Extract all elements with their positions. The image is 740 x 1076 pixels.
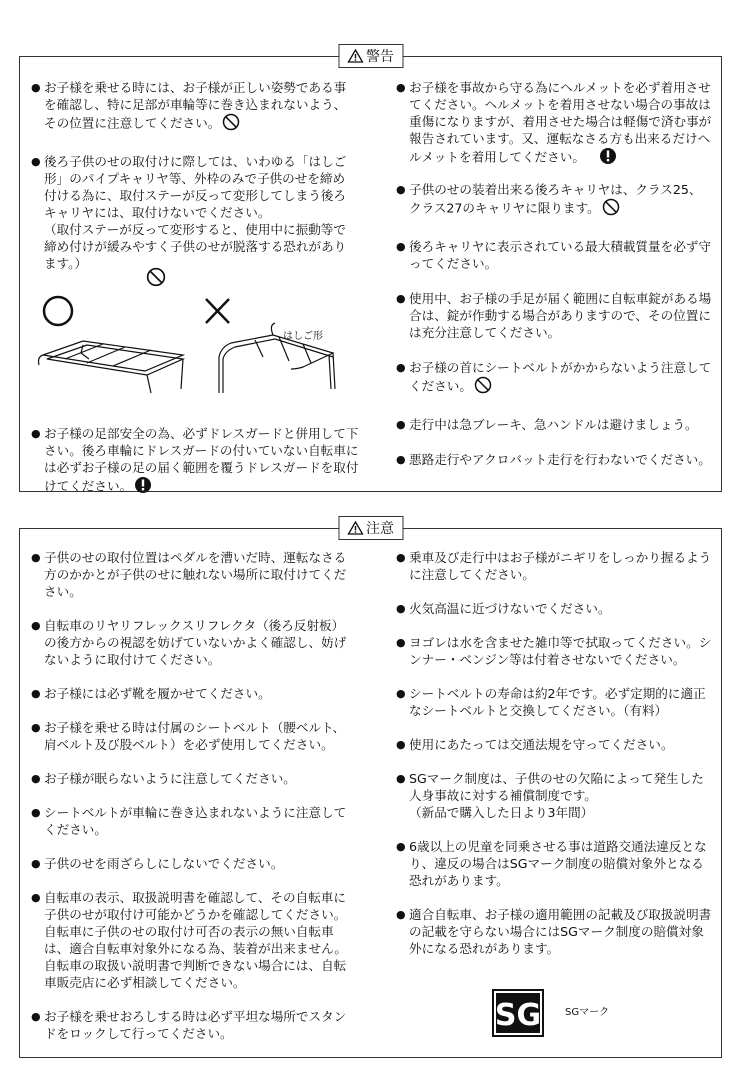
sg-mark-logo: [490, 987, 546, 1043]
list-item: ● 子供のせを雨ざらしにしないでください。: [33, 855, 350, 872]
warning-box: [19, 49, 722, 494]
list-item: ● 使用にあたっては交通法規を守ってください。: [398, 736, 713, 753]
list-item: ● SGマーク制度は、子供のせの欠陥によって発生した人身事故に対する補償制度です。 （新品で購入した日より3年間）: [398, 770, 713, 821]
sg-logo-text: SG: [494, 998, 542, 1033]
warning-title: [338, 44, 403, 68]
list-item: ● シートベルトの寿命は約2年です。必ず定期的に適正なシートベルトと交換してください。（有料）: [398, 685, 713, 719]
list-item: ● ヨゴレは水を含ませた雑巾等で拭取ってください。シンナー・ベンジン等は付着させないでください。: [398, 634, 713, 668]
list-item: ● 乗車及び走行中はお子様がニギリをしっかり握るように注意してください。: [398, 549, 713, 583]
list-item: ● 悪路走行やアクロバット走行を行わないでください。: [398, 451, 713, 468]
list-item: ● 子供のせの装着出来る後ろキャリヤは、クラス25、クラス27のキャリヤに限ります。: [398, 181, 713, 220]
carrier-illustration: [33, 293, 350, 403]
prohibition-icon: [474, 376, 492, 398]
warning-triangle-icon: [347, 49, 363, 63]
list-item: ● 6歳以上の児童を同乗させる事は道路交通法違反となり、違反の場合はSGマーク制度の賠償対象外となる恐れがあります。: [398, 838, 713, 889]
list-item: ● お子様が眠らないように注意してください。: [33, 770, 350, 787]
warning-right-column: [398, 79, 713, 468]
list-item: ● お子様を乗せる時には、お子様が正しい姿勢である事を確認し、特に足部が車輪等に巻き込まれないよう、その位置に注意してください。: [33, 79, 350, 135]
list-item: ● シートベルトが車輪に巻き込まれないように注意してください。: [33, 804, 350, 838]
list-item: ● 火気高温に近づけないでください。: [398, 600, 713, 617]
list-item: ● 後ろ子供のせの取付けに際しては、いわゆる「はしご形」のパイプキャリヤ等、外枠のみで子供のせを締め付ける為に、取付ステーが反って変形してしまう後ろキャリヤには、取付けないでください。 （取付ステーが反って変形すると、使用中に振動等で締め付けが緩みやすく子供のせが脱落する恐れがあります。）: [33, 153, 350, 272]
list-item: ● 後ろキャリヤに表示されている最大積載質量を必ず守ってください。: [398, 238, 713, 272]
ladder-type-label: はしご形: [283, 331, 323, 342]
caution-title: [338, 516, 403, 540]
exclamation-icon: [134, 476, 152, 498]
list-item: ● お子様を事故から守る為にヘルメットを必ず着用させてください。ヘルメットを着用させない場合の事故は重傷になりますが、着用させた場合は軽傷で済む事が報告されています。又、運転なさる方も出来るだけヘルメットを着用してください。: [398, 79, 713, 169]
ok-carrier-drawing: [39, 341, 184, 393]
warning-title-text: 警告: [366, 49, 394, 65]
caution-left-column: [33, 549, 350, 1042]
prohibition-icon: [222, 113, 240, 135]
list-item: ● お子様の首にシートベルトがかからないよう注意してください。: [398, 359, 713, 398]
prohibition-icon: [146, 267, 166, 291]
list-item: ● 適合自転車、お子様の適用範囲の記載及び取扱説明書の記載を守らない場合にはSGマーク制度の賠償対象外になる恐れがあります。: [398, 906, 713, 957]
sg-mark-label: SGマーク: [565, 1007, 610, 1018]
exclamation-icon: [599, 147, 617, 169]
warning-left-column: [33, 79, 359, 494]
list-item: ● お子様の足部安全の為、必ずドレスガードと併用して下さい。後ろ車輪にドレスガードの付いていない自転車には必ずお子様の足の届く範囲を覆うドレスガードを取付けてください。: [33, 425, 361, 498]
warning-triangle-icon: [347, 521, 363, 535]
list-item: ● お子様には必ず靴を履かせてください。: [33, 685, 350, 702]
caution-title-text: 注意: [366, 521, 394, 537]
caution-right-column: [398, 549, 713, 957]
caution-box: [19, 521, 722, 1058]
list-item: ● 子供のせの取付位置はペダルを漕いだ時、運転なさる方のかかとが子供のせに触れない場所に取付けてください。: [33, 549, 350, 600]
ok-circle-mark: [44, 297, 72, 325]
list-item: ● 使用中、お子様の手足が届く範囲に自転車錠がある場合は、錠が作動する場合がありますので、その位置には充分注意してください。: [398, 290, 713, 341]
prohibition-icon: [602, 198, 620, 220]
list-item: ● 自転車のリヤリフレックスリフレクタ（後ろ反射板）の後方からの視認を妨げていないかよく確認し、妨げないように取付けてください。: [33, 617, 350, 668]
list-item: ● 走行中は急ブレーキ、急ハンドルは避けましょう。: [398, 416, 713, 433]
list-item: ● お子様を乗せる時は付属のシートベルト（腰ベルト、肩ベルト及び股ベルト）を必ず使用してください。: [33, 719, 350, 753]
list-item: ● お子様を乗せおろしする時は必ず平坦な場所でスタンドをロックして行ってください。: [33, 1008, 350, 1042]
list-item: ● 自転車の表示、取扱説明書を確認して、その自転車に子供のせが取付け可能かどうかを確認してください。自転車に子供のせの取付け可否の表示の無い自転車は、適合自転車対象外になる為、装着が出来ません。自転車の取扱い説明書で判断できない場合には、自転車販売店に必ず相談してください。: [33, 889, 350, 991]
